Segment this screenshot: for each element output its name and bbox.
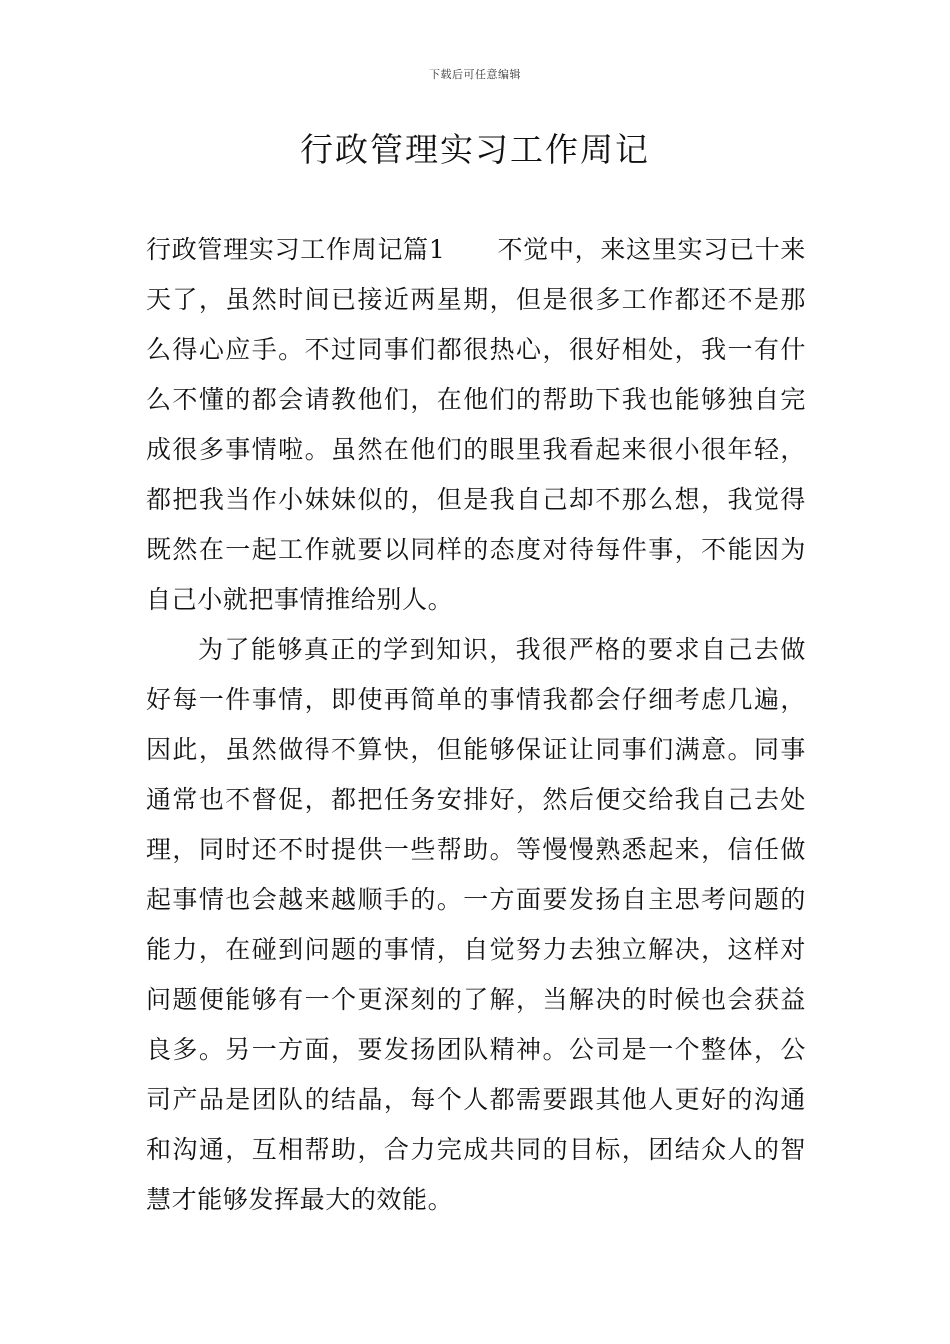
paragraph-1-text: 不觉中，来这里实习已十来天了，虽然时间已接近两星期，但是很多工作都还不是那么得心应手。不过同事们都很热心，很好相处，我一有什么不懂的都会请教他们，在他们的帮助下我也能够独自完成很多事情啦。虽然在他们的眼里我看起来很小很年轻，都把我当作小妹妹似的，但是我自己却不那么想，我觉得既然在一起工作就要以同样的态度对待每件事，不能因为自己小就把事情推给别人。 bbox=[146, 235, 807, 614]
section-title: 行政管理实习工作周记篇1 bbox=[146, 235, 446, 264]
document-title: 行政管理实习工作周记 bbox=[300, 130, 650, 169]
paragraph-1 bbox=[146, 225, 806, 625]
document-body bbox=[146, 225, 806, 1225]
header-note: 下载后可任意编辑 bbox=[429, 68, 521, 81]
paragraph-2: 为了能够真正的学到知识，我很严格的要求自己去做好每一件事情，即使再简单的事情我都会仔细考虑几遍，因此，虽然做得不算快，但能够保证让同事们满意。同事通常也不督促，都把任务安排好，然后便交给我自己去处理，同时还不时提供一些帮助。等慢慢熟悉起来，信任做起事情也会越来越顺手的。一方面要发扬自主思考问题的能力，在碰到问题的事情，自觉努力去独立解决，这样对问题便能够有一个更深刻的了解，当解决的时候也会获益良多。另一方面，要发扬团队精神。公司是一个整体，公司产品是团队的结晶，每个人都需要跟其他人更好的沟通和沟通，互相帮助，合力完成共同的目标，团结众人的智慧才能够发挥最大的效能。 bbox=[146, 635, 806, 1214]
